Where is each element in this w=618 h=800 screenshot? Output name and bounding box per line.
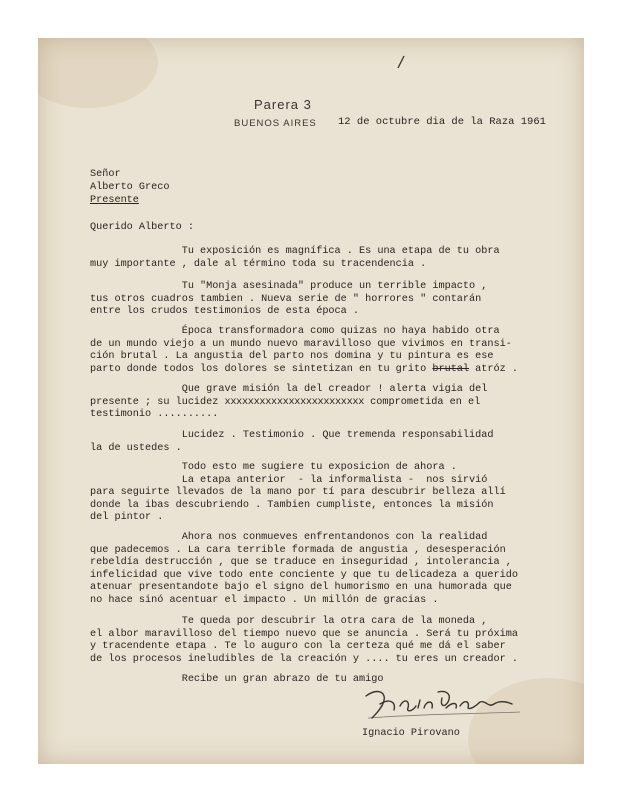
- text-line: infelicidad que vive todo ente conciente y que tu delicadeza a querido: [90, 569, 518, 581]
- letter-date: 12 de octubre dia de la Raza 1961: [338, 116, 546, 128]
- paragraph-3: [90, 326, 518, 376]
- text-line: de un mundo viejo a un mundo nuevo maravilloso que vivimos en transi-: [90, 338, 512, 350]
- text-line: presente ; su lucidez: [90, 396, 225, 408]
- letterhead-city: BUENOS AIRES: [234, 118, 317, 129]
- text-line: testimonio ..........: [90, 409, 219, 421]
- text-line: muy importante , dale al término toda su tracendencia .: [90, 258, 427, 270]
- address-line: Señor: [90, 169, 121, 180]
- text-line: atenuar presentandote bajo el signo del humorismo en una humorada que: [90, 582, 512, 594]
- closing-line: Recibe un gran abrazo de tu amigo: [90, 674, 384, 685]
- text-line: para seguirte llevados de la mano por tí para descubrir belleza allí: [90, 487, 506, 499]
- text-line: atróz .: [469, 363, 518, 375]
- text-line: Época transformadora como quizas no haya habido otra: [90, 326, 500, 337]
- crossed-out-text: xxxxxxxxxxxxxxxxxxxxxxxx: [224, 396, 365, 408]
- ink-mark: [394, 52, 414, 72]
- paragraph-8: [90, 616, 518, 666]
- text-line: del pintor .: [90, 512, 164, 524]
- paragraph-5: [90, 430, 494, 455]
- paragraph-6: [90, 462, 506, 525]
- letterhead-name: Parera 3: [254, 97, 312, 112]
- address-line: Alberto Greco: [90, 182, 170, 194]
- text-line: La etapa anterior - la informalista - nos sirvió: [90, 474, 488, 486]
- struck-word: brutal: [432, 363, 470, 375]
- paragraph-2: [90, 281, 487, 319]
- address-line: Presente: [90, 195, 139, 207]
- text-line: parto donde todos los dolores se sintetizan en tu grito: [90, 363, 433, 375]
- handwritten-signature: [360, 684, 530, 724]
- text-line: Tu exposición es magnífica . Es una etapa de tu obra: [90, 246, 500, 257]
- text-line: Ahora nos conmueves enfrentandonos con la realidad: [90, 532, 488, 543]
- text-line: la de ustedes .: [90, 442, 182, 454]
- text-line: no hace sinó acentuar el impacto . Un millón de gracias .: [90, 594, 439, 606]
- paper-stain: [38, 38, 158, 108]
- text-line: ción brutal . La angustia del parto nos domina y tu pintura es ese: [90, 351, 494, 363]
- paragraph-7: [90, 532, 518, 608]
- text-line: Todo esto me sugiere tu exposicion de ahora .: [90, 462, 457, 473]
- letter-sheet: [38, 38, 584, 764]
- text-line: el albor maravilloso del tiempo nuevo que se anuncia . Será tu próxima: [90, 628, 518, 640]
- paragraph-4: [90, 384, 487, 422]
- text-line: de los procesos ineludibles de la creación y .... tu eres un creador .: [90, 653, 518, 665]
- text-line: Lucidez . Testimonio . Que tremenda responsabilidad: [90, 430, 494, 441]
- text-line: comprometida en el: [364, 396, 481, 408]
- typed-signature-name: Ignacio Pirovano: [362, 728, 460, 739]
- text-line: Te queda por descubrir la otra cara de la moneda ,: [90, 616, 488, 627]
- text-line: rebeldía destrucción , que se traduce en inseguridad , intolerancia ,: [90, 557, 512, 569]
- text-line: Que grave misión la del creador ! alerta vigia del: [90, 384, 488, 395]
- paragraph-1: [90, 246, 500, 271]
- text-line: que padecemos . La cara terrible formada de angustia , desesperación: [90, 544, 506, 556]
- recipient-address: [90, 168, 169, 208]
- text-line: y tracendente etapa . Te lo auguro con la certeza qué me dá el saber: [90, 641, 506, 653]
- text-line: Tu "Monja asesinada" produce un terrible impacto ,: [90, 281, 488, 292]
- text-line: entre los crudos testimonios de esta época .: [90, 306, 359, 318]
- salutation: Querido Alberto :: [90, 222, 194, 233]
- text-line: donde la ibas descubriendo . Tambien cumpliste, entonces la misión: [90, 499, 494, 511]
- text-line: tus otros cuadros tambien . Nueva serie de " horrores " contarán: [90, 293, 482, 305]
